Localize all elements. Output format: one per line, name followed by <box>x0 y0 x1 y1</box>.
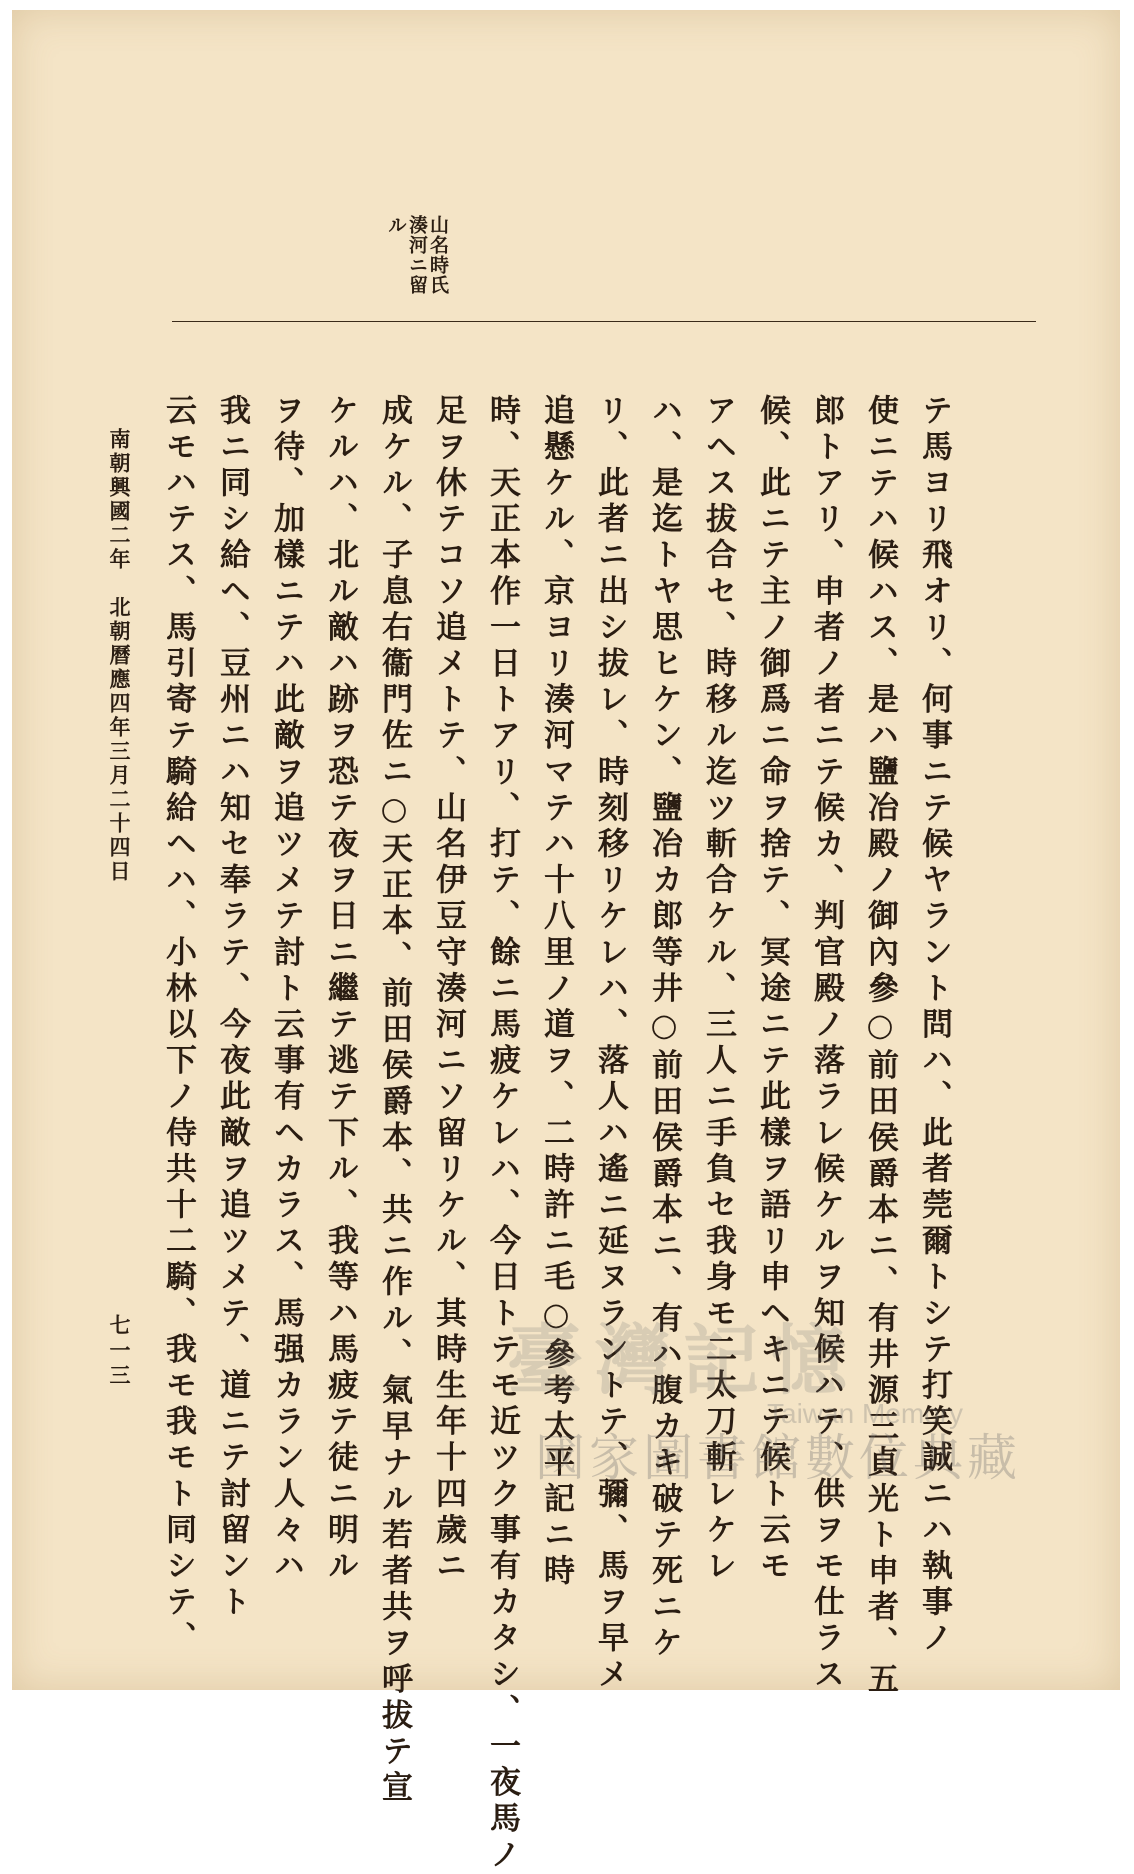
text-column: ハ、是迄トヤ思ヒケン、鹽冶カ郎等井○前田侯爵本ニ、有ハ腹カキ破テ死ニケ <box>646 394 682 1663</box>
text-column: 我ニ同シ給ヘ、豆州ニハ知セ奉ラテ、今夜此敵ヲ追ツメテ、道ニテ討留ント <box>214 394 250 1622</box>
text-column: ヲ待、加樣ニテハ此敵ヲ追ツメテ討ト云事有ヘカラス、馬强カラン人々ハ <box>268 394 304 1586</box>
watermark-logo: 臺灣記憶 <box>507 1316 859 1405</box>
margin-headnote: 山名時氏 湊河ニ留 ル <box>385 215 449 295</box>
header-rule <box>172 321 1036 322</box>
text-column: 云モハテス、馬引寄テ騎給ヘハ、小林以下ノ侍共十二騎、我モ我モト同シテ、 <box>160 394 196 1658</box>
text-column: 成ケル、子息右衞門佐ニ○天正本、前田侯爵本、共ニ作ル、氣早ナル若者共ヲ呼拔テ宣 <box>376 394 412 1807</box>
watermark-english: Taiwan Memory <box>767 1398 964 1429</box>
text-column: 足ヲ休テコソ追メトテ、山名伊豆守湊河ニソ留リケル、其時生年十四歲ニ <box>430 394 466 1586</box>
text-column: テ馬ヨリ飛オリ、何事ニテ候ヤラント問ハ、此者莞爾トシテ打笑誠ニハ執事ノ <box>916 394 952 1658</box>
text-column: 候、此ニテ主ノ御爲ニ命ヲ捨テ、冥途ニテ此樣ヲ語リ申ヘキニテ候ト云モ <box>754 394 790 1586</box>
book-page <box>12 10 1120 1874</box>
text-column: 追懸ケル、京ヨリ湊河マテハ十八里ノ道ヲ、二時許ニ毛○參考太平記ニ時 <box>538 394 574 1591</box>
text-column: アヘス拔合セ、時移ル迄ツ斬合ケル、三人ニ手負セ我身モ二太刀斬レケレ <box>700 394 736 1586</box>
watermark-line: 國家圖書館數位典藏 <box>535 1429 1021 1487</box>
text-column: 使ニテハ候ハス、是ハ鹽冶殿ノ御內參○前田侯爵本ニ、有井源三貞光ト申者、五 <box>862 394 898 1699</box>
text-column: 郎トアリ、申者ノ者ニテ候カ、判官殿ノ落ラレ候ケルヲ知候ハテ、供ヲモ仕ラス <box>808 394 844 1694</box>
page-number: 七一三 <box>107 1314 132 1389</box>
text-column: 時、天正本作一日トアリ、打テ、餘ニ馬疲ケレハ、今日トテモ近ツク事有カタシ、一夜馬ノ <box>484 394 520 1874</box>
date-footer: 南朝興國二年 北朝曆應四年三月二十四日 <box>107 428 132 884</box>
text-column: ケルハ、北ル敵ハ跡ヲ恐テ夜ヲ日ニ繼テ逃テ下ル、我等ハ馬疲テ徒ニ明ル <box>322 394 358 1586</box>
text-column: リ、此者ニ出シ拔レ、時刻移リケレハ、落人ハ遙ニ延ヌラントテ、彌、馬ヲ早メ <box>592 394 628 1694</box>
